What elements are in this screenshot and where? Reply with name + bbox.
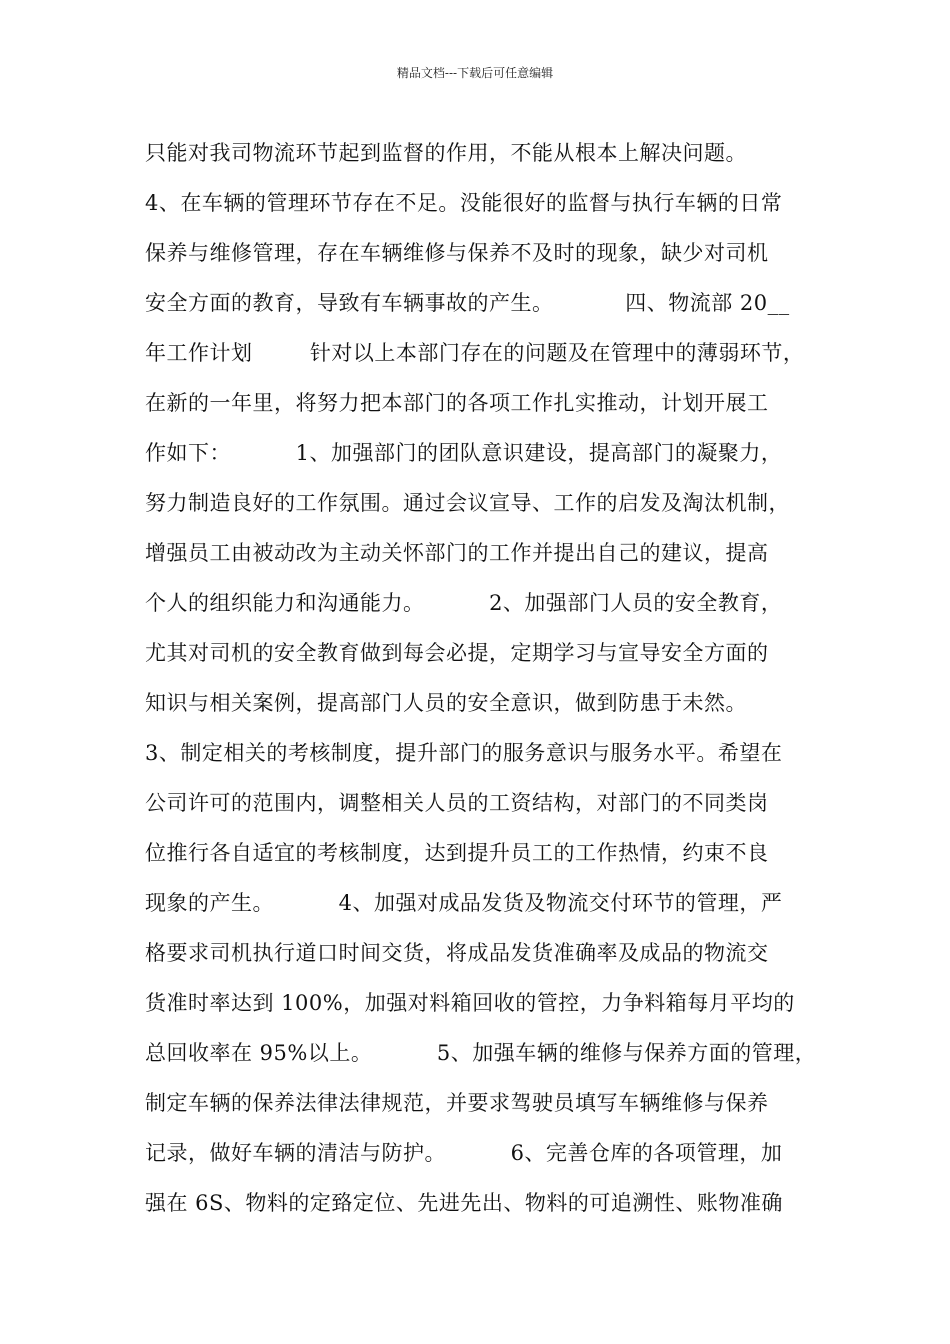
text-line: 3、制定相关的考核制度，提升部门的服务意识与服务水平。希望在 [145, 741, 783, 765]
page-header: 精品文档---下载后可任意编辑 [396, 66, 554, 80]
text-line: 保养与维修管理，存在车辆维修与保养不及时的现象，缺少对司机 [145, 241, 769, 265]
text-line: 总回收率在 95%以上。 5、加强车辆的维修与保养方面的管理， [145, 1041, 817, 1065]
text-line: 作如下： 1、加强部门的团队意识建设，提高部门的凝聚力， [145, 441, 783, 465]
text-line: 增强员工由被动改为主动关怀部门的工作并提出自己的建议，提高 [145, 541, 769, 565]
text-line: 年工作计划 针对以上本部门存在的问题及在管理中的薄弱环节， [145, 341, 805, 365]
text-line: 公司许可的范围内，调整相关人员的工资结构，对部门的不同类岗 [145, 791, 769, 815]
text-line: 安全方面的教育，导致有车辆事故的产生。 四、物流部 20__ [145, 291, 790, 315]
text-line: 记录，做好车辆的清洁与防护。 6、完善仓库的各项管理，加 [145, 1141, 783, 1165]
text-line: 尤其对司机的安全教育做到每会必提，定期学习与宣导安全方面的 [145, 641, 769, 665]
text-line: 4、在车辆的管理环节存在不足。没能很好的监督与执行车辆的日常 [145, 191, 783, 215]
text-line: 制定车辆的保养法律法律规范，并要求驾驶员填写车辆维修与保养 [145, 1091, 769, 1115]
text-line: 现象的产生。 4、加强对成品发货及物流交付环节的管理，严 [145, 891, 783, 915]
text-line: 格要求司机执行道口时间交货，将成品发货准确率及成品的物流交 [145, 941, 769, 965]
text-line: 努力制造良好的工作氛围。通过会议宣导、工作的启发及淘汰机制， [145, 491, 790, 515]
body-text [145, 128, 825, 1228]
text-line: 只能对我司物流环节起到监督的作用，不能从根本上解决问题。 [145, 141, 747, 165]
text-line: 强在 6S、物料的定臵定位、先进先出、物料的可追溯性、账物准确 [145, 1191, 783, 1215]
text-line: 知识与相关案例，提高部门人员的安全意识，做到防患于未然。 [145, 691, 747, 715]
text-line: 货准时率达到 100%，加强对料箱回收的管控，力争料箱每月平均的 [145, 991, 795, 1015]
text-line: 个人的组织能力和沟通能力。 2、加强部门人员的安全教育， [145, 591, 783, 615]
text-line: 位推行各自适宜的考核制度，达到提升员工的工作热情，约束不良 [145, 841, 769, 865]
text-line: 在新的一年里，将努力把本部门的各项工作扎实推动，计划开展工 [145, 391, 769, 415]
